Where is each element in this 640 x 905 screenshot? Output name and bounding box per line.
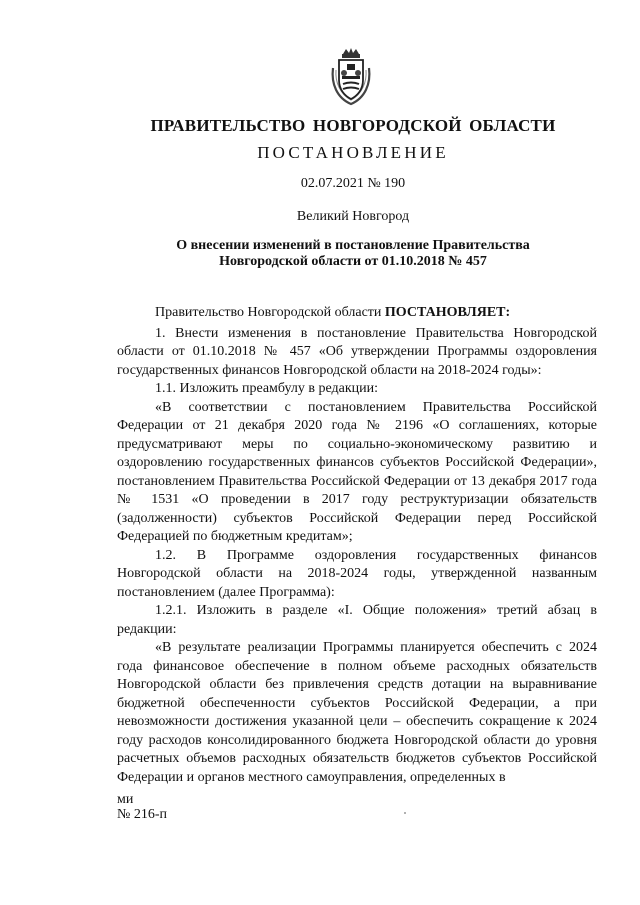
subject-line-2: Новгородской области от 01.10.2018 № 457 <box>219 254 487 269</box>
scan-dot <box>404 812 406 814</box>
paragraph-1-2: 1.2. В Программе оздоровления государственных финансов Новгородской области на 2018-2024 годы, утвержденной названным постановлением (далее Программа): <box>117 547 597 600</box>
coat-of-arms-icon <box>327 46 375 108</box>
paragraph-1-2-1: 1.2.1. Изложить в разделе «I. Общие положения» третий абзац в редакции: <box>117 603 597 637</box>
footer-code <box>117 792 167 822</box>
document-date-number: 02.07.2021 № 190 <box>300 176 406 191</box>
document-subject <box>0 238 640 270</box>
government-title: ПРАВИТЕЛЬСТВО НОВГОРОДСКОЙ ОБЛАСТИ <box>150 116 556 135</box>
lead-resolution: ПОСТАНОВЛЯЕТ: <box>384 305 511 320</box>
paragraph-1: 1. Внести изменения в постановление Правительства Новгородской области от 01.10.2018 № 457 «Об утверждении Программы оздоровления государственных финансов Новгородской области на 2018-2024 годы»: <box>117 325 597 378</box>
footer-number: № 216-п <box>117 807 168 822</box>
paragraph-preamble: «В соответствии с постановлением Правительства Российской Федерации от 21 декабря 2020 года № 2196 «О соглашениях, которые предусматривают меры по социально-экономическому развитию и оздоровлению государственных финансов субъектов Российской Федерации», постановлением Правительства Российской Федерации от 13 декабря 2017 года № 1531 «О проведении в 2017 году реструктуризации обязательств (задолженности) субъектов Российской Федерации перед Российской Федерацией по бюджетным кредитам»; <box>117 399 597 544</box>
document-place: Великий Новгород <box>296 209 410 224</box>
document-type: ПОСТАНОВЛЕНИЕ <box>257 143 449 162</box>
subject-line-1: О внесении изменений в постановление Правительства <box>176 238 530 253</box>
paragraph-1-1: 1.1. Изложить преамбулу в редакции: <box>155 381 379 396</box>
paragraph-quote: «В результате реализации Программы планируется обеспечить с 2024 года финансовое обеспечение в полном объеме расходных обязательств Новгородской области без привлечения средств дотации на выравнивание бюджетной обеспеченности субъектов Российской Федерации, а при невозможности достижения указанной цели – обеспечить сокращение к 2024 году расходов консолидированного бюджета Новгородской области до уровня расчетных объемов расходных обязательств бюджетов субъектов Российской Федерации и органов местного самоуправления, определенных в <box>117 640 597 785</box>
document-body <box>117 304 597 787</box>
lead-paragraph <box>117 304 597 323</box>
footer-initials: ми <box>117 792 134 807</box>
lead-prefix: Правительство Новгородской области <box>155 305 385 320</box>
